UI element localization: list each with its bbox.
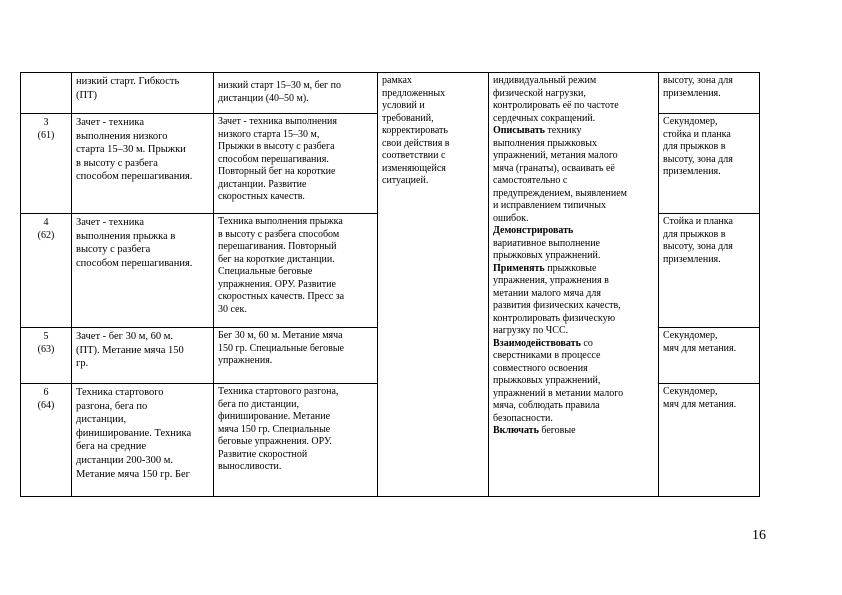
activity-line [493,338,654,351]
cell-line: Стойка и планка [663,216,733,227]
cell-line: для прыжков в [663,228,726,240]
activity-text: прыжковых упражнений, [493,375,601,386]
cell-line: мяч для метания. [663,398,737,410]
activity-verb: Взаимодействовать [493,337,581,349]
activity-line [493,250,654,263]
cell-line: перешагивания. Повторный [218,241,337,252]
cell-line: 30 сек. [218,303,247,315]
activity-line [493,100,654,113]
activity-verb: Включать [493,425,539,436]
lesson-plan-table [20,72,760,497]
activity-text: метании малого мяча для [493,287,601,299]
activity-text: технику [544,125,582,136]
lesson-topic-cell [72,114,214,214]
activity-line [493,150,654,163]
activity-text: самостоятельно с [493,175,568,186]
activity-line [493,425,654,438]
cell-line: выносливости. [218,461,282,472]
activity-line [493,138,654,151]
lesson-total-number: (62) [37,230,55,241]
activity-line [493,325,654,338]
activity-line [493,225,654,238]
lesson-number: 5 [43,331,49,342]
cell-line: Зачет - бег 30 м, 60 м. [76,331,173,342]
cell-line: дистанции 200-300 м. [76,454,173,466]
activity-text: упражнения, упражнения в [493,275,609,286]
cell-line: мяча 150 гр. Специальные [218,423,331,435]
cell-line: дистанции. Развитие [218,178,307,190]
activity-text: контролировать физическую [493,312,616,324]
activity-text: прыжковые [544,262,597,274]
equipment-cell [659,384,760,497]
cell-line: соответствии с [382,150,446,161]
lesson-content-cell [214,328,378,384]
activities-cell [489,73,659,497]
cell-line: предложенных [382,87,446,99]
cell-line: Зачет - техника [76,117,144,128]
cell-line: скоростных качеств. Пресс за [218,291,345,302]
competencies-cell [378,73,489,497]
activity-line [493,200,654,213]
activity-text: упражнений, метания малого [493,150,618,161]
cell-line: высоту, зона для [663,241,733,252]
cell-line: (ПТ). Метание мяча 150 [76,344,184,356]
lesson-number: 4 [43,217,49,228]
activity-text: предупреждением, выявлением [493,187,627,199]
lesson-topic-cell [72,73,214,114]
cell-line: мяч для метания. [663,342,737,354]
lesson-topic-cell [72,328,214,384]
cell-line: приземления. [663,253,721,265]
cell-line: низкий старт. Гибкость [76,76,180,87]
activity-text: физической нагрузки, [493,87,586,99]
cell-line: корректировать [382,125,448,136]
cell-line: Бег 30 м, 60 м. Метание мяча [218,330,343,341]
cell-line: Зачет - техника [76,217,144,228]
activity-text: контролировать её по частоте [493,100,619,111]
activity-line [493,363,654,376]
activity-text: беговые [538,425,576,436]
lesson-content-cell [214,384,378,497]
cell-line: Повторный бег на короткие [218,166,336,177]
table-row [21,73,760,114]
activity-text: развития физических качеств, [493,300,621,311]
activity-text: сверстниками в процессе [493,350,601,361]
cell-line: высоту с разбега [76,244,151,256]
activity-line [493,188,654,201]
cell-line: приземления. [663,87,721,99]
cell-line: Секундомер, [663,116,718,127]
equipment-cell [659,73,760,114]
cell-line: способом перешагивания. [218,153,329,165]
activity-line [493,213,654,226]
lesson-total-number: (63) [37,344,55,355]
activity-verb: Описывать [493,125,545,136]
cell-line: в высоту с разбега способом [218,228,340,240]
cell-line: бега по дистанции, [218,398,300,410]
lesson-number-cell [21,384,72,497]
cell-line: Техника стартового [76,387,164,398]
lesson-number-cell [21,114,72,214]
cell-line: скоростных качеств. [218,191,305,202]
activity-line [493,288,654,301]
equipment-cell [659,214,760,328]
activity-line [493,88,654,101]
activity-text: выполнения прыжковых [493,137,598,149]
cell-line: выполнения низкого [76,130,168,142]
cell-line: Техника выполнения прыжка [218,216,343,227]
cell-line: условий и [382,100,425,111]
cell-line: выполнения прыжка в [76,230,176,242]
activity-line [493,350,654,363]
cell-line: финиширование. Техника [76,427,192,439]
lesson-number-cell [21,73,72,114]
cell-line: требований, [382,112,434,124]
lesson-topic-cell [72,214,214,328]
activity-line [493,238,654,251]
lesson-number: 3 [43,117,49,128]
cell-line: разгона, бега по [76,400,148,412]
activity-line [493,375,654,388]
activity-line [493,263,654,276]
cell-line: способом перешагивания. [76,171,193,183]
cell-line: низкого старта 15–30 м, [218,128,320,140]
lesson-content-cell [214,73,378,114]
lesson-topic-cell [72,384,214,497]
activity-line [493,300,654,313]
lesson-total-number: (61) [37,130,55,141]
cell-line: Метание мяча 150 гр. Бег [76,468,190,480]
page-number: 16 [752,528,766,543]
equipment-cell [659,328,760,384]
activity-text: прыжковых упражнений. [493,250,601,261]
activity-text: индивидуальный режим [493,75,597,86]
cell-line: Специальные беговые [218,266,313,277]
cell-line: дистанции, [76,414,127,426]
lesson-number-cell [21,214,72,328]
activity-line [493,163,654,176]
cell-line: упражнения. ОРУ. Развитие [218,278,336,290]
activity-line [493,175,654,188]
cell-line: Секундомер, [663,330,718,341]
cell-line: (ПТ) [76,89,97,101]
activity-text: и исправлением типичных [493,200,606,211]
activity-verb: Применять [493,262,545,274]
cell-line: изменяющейся [382,162,446,174]
cell-line: Развитие скоростной [218,448,308,460]
cell-line: Секундомер, [663,386,718,397]
cell-line: высоту, зона для [663,153,733,165]
cell-line: ситуацией. [382,175,429,186]
activity-line [493,313,654,326]
activity-text: совместного освоения [493,362,588,374]
cell-line: Техника стартового разгона, [218,386,339,397]
activity-text: сердечных сокращений. [493,112,596,124]
activity-line [493,125,654,138]
cell-line: 150 гр. Специальные беговые [218,342,344,354]
cell-line: в высоту с разбега [76,157,158,169]
activity-text: вариативное выполнение [493,237,600,249]
cell-line: низкий старт 15–30 м, бег по [218,80,341,91]
cell-line: рамках [382,75,412,86]
activity-line [493,113,654,126]
lesson-total-number: (64) [37,400,55,411]
table-body [21,73,760,497]
activity-verb: Демонстрировать [493,225,574,236]
cell-line: гр. [76,358,89,370]
cell-line: стойка и планка [663,128,731,140]
cell-line: способом перешагивания. [76,257,193,269]
cell-line: для прыжков в [663,141,726,152]
cell-line: бега на средние [76,441,147,453]
cell-line: Прыжки в высоту с разбега [218,141,335,152]
activity-text: упражнений в метании малого [493,387,624,399]
activity-text: мяча (гранаты), осваивать её [493,162,615,174]
lesson-content-cell [214,114,378,214]
cell-line: бег на короткие дистанции. [218,253,335,265]
activity-text: ошибок. [493,212,529,224]
cell-line: дистанции (40–50 м). [218,92,309,104]
activity-text: нагрузку по ЧСС. [493,325,569,336]
activity-text: безопасности. [493,412,553,424]
cell-line: беговые упражнения. ОРУ. [218,436,332,447]
cell-line: Зачет - техника выполнения [218,116,337,127]
equipment-cell [659,114,760,214]
cell-line: высоту, зона для [663,75,733,86]
lesson-number-cell [21,328,72,384]
cell-line: старта 15–30 м. Прыжки [76,144,186,156]
activity-line [493,413,654,426]
activity-line [493,400,654,413]
activity-line [493,75,654,88]
cell-line: упражнения. [218,355,273,366]
activity-text: мяча, соблюдать правила [493,400,600,411]
cell-line: приземления. [663,166,721,177]
lesson-content-cell [214,214,378,328]
cell-line: финиширование. Метание [218,411,331,422]
activity-line [493,388,654,401]
lesson-number: 6 [43,387,49,398]
activity-text: со [580,337,593,349]
cell-line: свои действия в [382,137,450,149]
activity-line [493,275,654,288]
